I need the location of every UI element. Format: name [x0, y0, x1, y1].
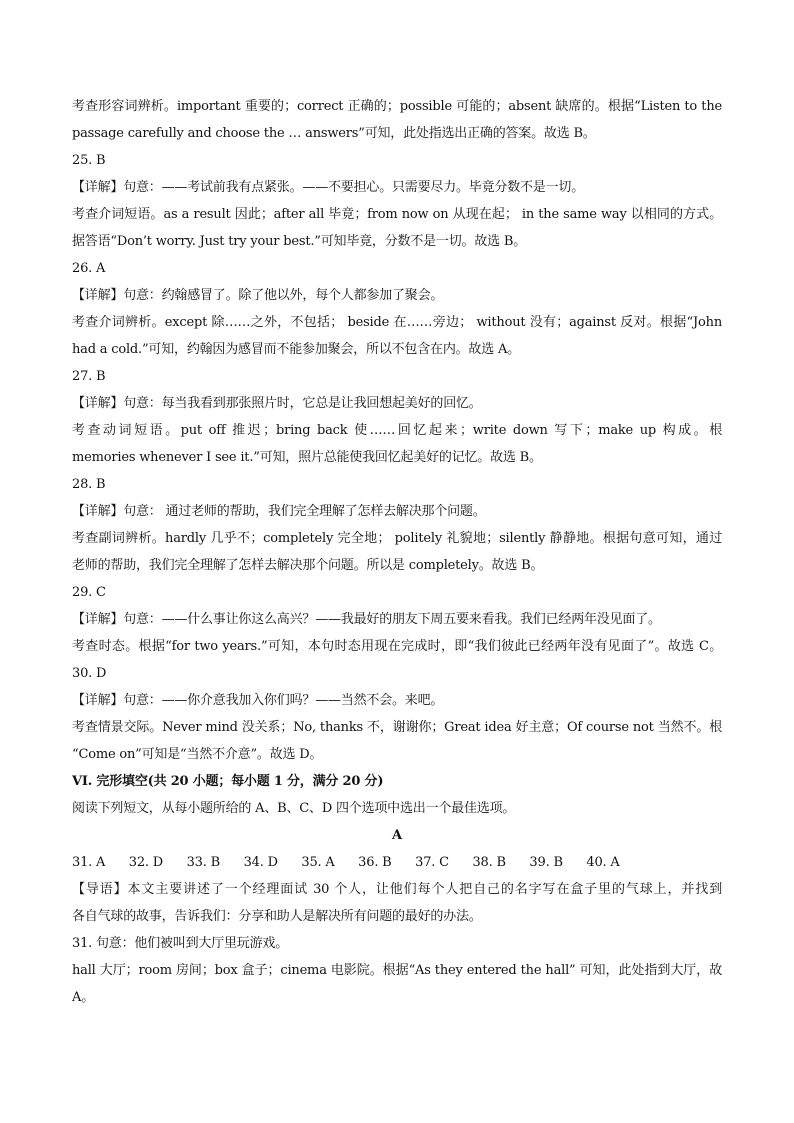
answer-number: 27. B: [72, 369, 106, 384]
text-line: 【详解】句意：——什么事让你这么高兴？——我最好的朋友下周五要来看我。我们已经两年没见面了。: [72, 612, 661, 627]
text-line: 据答语“Don’t worry. Just try your best.”可知毕竟，分数不是一切。故选 B。: [72, 234, 527, 249]
text-line: memories whenever I see it.”可知，照片总能使我回忆起美好的记忆。故选 B。: [72, 450, 542, 465]
text-line: passage carefully and choose the … answers”可知，此处指选出正确的答案。故选 B。: [72, 126, 596, 141]
text-line: 【导语】本文主要讲述了一个经理面试 30 个人，让他们每个人把自己的名字写在盒子里的气球上，并找到: [72, 882, 722, 897]
answer-number: 30. D: [72, 666, 107, 681]
text-line: hall 大厅；room 房间；box 盒子；cinema 电影院。根据“As they entered the hall” 可知，此处指到大厅，故: [72, 963, 722, 978]
text-line: 【详解】句意：每当我看到那张照片时，它总是让我回想起美好的回忆。: [72, 396, 482, 411]
text-line: 考查时态。根据“for two years.”可知，本句时态用现在完成时，即“我们彼此已经两年没有见面了”。故选 C。: [72, 639, 722, 654]
passage-label: A: [392, 828, 402, 843]
text-line: 考查形容词辨析。important 重要的；correct 正确的；possible 可能的；absent 缺席的。根据“Listen to the: [72, 99, 722, 114]
text-line: 【详解】句意：约翰感冒了。除了他以外，每个人都参加了聚会。: [72, 288, 444, 303]
text-line: 考查动词短语。put off 推迟；bring back 使……回忆起来；write down 写下；make up 构成。根: [72, 423, 722, 438]
text-line: 老师的帮助，我们完全理解了怎样去解决那个问题。所以是 completely。故选 B。: [72, 558, 544, 573]
answer-number: 26. A: [72, 261, 106, 276]
text-line: 【详解】句意： 通过老师的帮助，我们完全理解了怎样去解决那个问题。: [72, 504, 486, 519]
answer-key-row: 31. A 32. D 33. B 34. D 35. A 36. B 37. C 38. B 39. B 40. A: [72, 855, 620, 870]
answer-number: 28. B: [72, 477, 106, 492]
text-line: 各自气球的故事，告诉我们：分享和助人是解决所有问题的最好的办法。: [72, 909, 482, 924]
text-line: 考查副词辨析。hardly 几乎不；completely 完全地； politely 礼貌地；silently 静静地。根据句意可知，通过: [72, 531, 722, 546]
section-instruction: 阅读下列短文，从每小题所给的 A、B、C、D 四个选项中选出一个最佳选项。: [72, 801, 516, 816]
text-line: 考查介词短语。as a result 因此；after all 毕竟；from now on 从现在起； in the same way 以相同的方式。: [72, 207, 722, 222]
answer-explanations: [72, 93, 722, 1011]
text-line: had a cold.”可知，约翰因为感冒而不能参加聚会，所以不包含在内。故选 A。: [72, 342, 520, 357]
text-line: “Come on”可知是“当然不介意”。故选 D。: [72, 747, 323, 762]
text-line: 【详解】句意：——考试前我有点紧张。——不要担心。只需要尽力。毕竟分数不是一切。: [72, 180, 585, 195]
section-heading: VI. 完形填空(共 20 小题；每小题 1 分，满分 20 分): [72, 774, 384, 789]
text-line: 考查情景交际。Never mind 没关系；No, thanks 不，谢谢你；Great idea 好主意；Of course not 当然不。根: [72, 720, 722, 735]
text-line: 考查介词辨析。except 除……之外，不包括； beside 在……旁边； without 没有；against 反对。根据“John: [72, 315, 722, 330]
text-line: A。: [72, 990, 94, 1005]
answer-number: 25. B: [72, 153, 106, 168]
answer-number: 29. C: [72, 585, 106, 600]
text-line: 【详解】句意：——你介意我加入你们吗？——当然不会。来吧。: [72, 693, 444, 708]
text-line: 31. 句意：他们被叫到大厅里玩游戏。: [72, 936, 289, 951]
